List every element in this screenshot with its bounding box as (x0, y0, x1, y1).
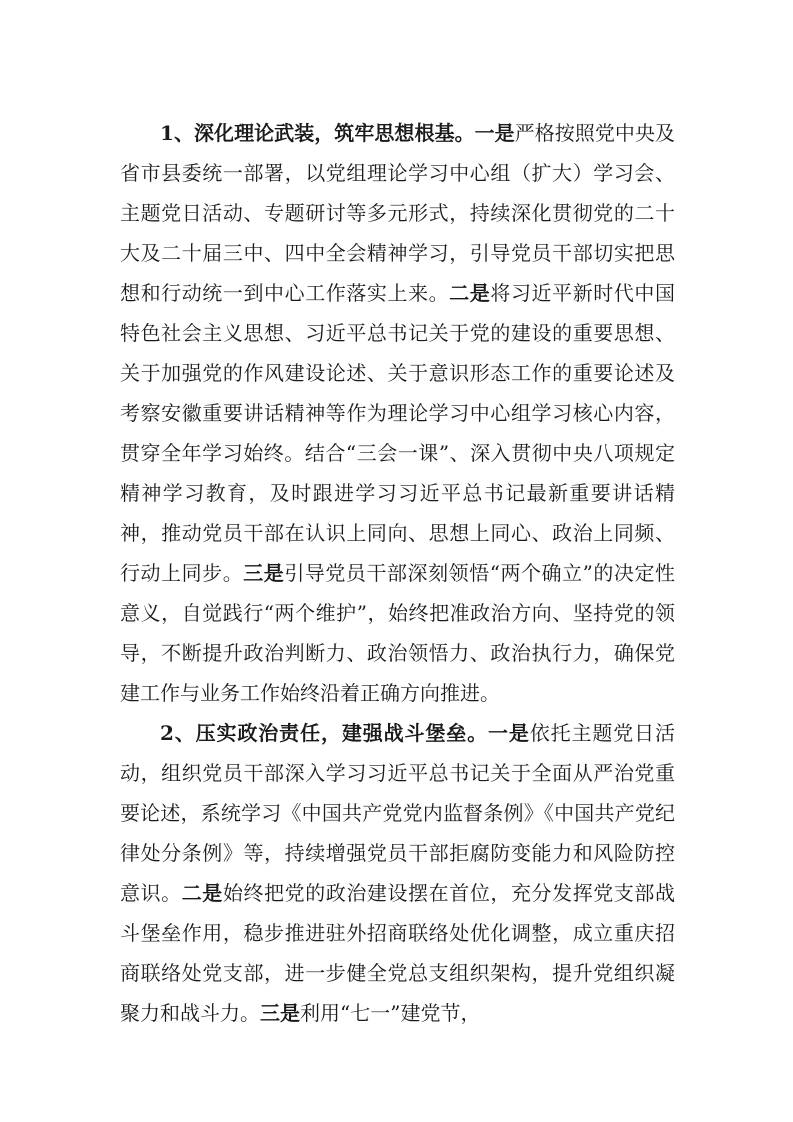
paragraph-1 (120, 113, 675, 713)
point-text: 严格按照党中央及省市县委统一部署，以党组理论学习中心组（扩大）学习会、主题党日活动、专题研讨等多元形式，持续深化贯彻党的二十大及二十届三中、四中全会精神学习，引导党员干部切实把思想和行动统一到中心工作落实上来。 (120, 121, 676, 305)
section-heading-2: 2、压实政治责任，建强战斗堡垒。 (160, 721, 488, 745)
point-text: 引导党员干部深刻领悟“两个确立”的决定性意义，自觉践行“两个维护”，始终把准政治方向、坚持党的领导，不断提升政治判断力、政治领悟力、政治执行力，确保党建工作与业务工作始终沿着正确方向推进。 (120, 561, 675, 705)
point-text: 依托主题党日活动，组织党员干部深入学习习近平总书记关于全面从严治党重要论述，系统学习《中国共产党党内监督条例》《中国共产党纪律处分条例》等，持续增强党员干部拒腐防变能力和风险防控意识。 (120, 721, 676, 905)
point-lead: 二是 (181, 881, 223, 905)
point-text: 始终把党的政治建设摆在首位，充分发挥党支部战斗堡垒作用，稳步推进驻外招商联络处优化调整，成立重庆招商联络处党支部，进一步健全党总支组织架构，提升党组织凝聚力和战斗力。 (120, 881, 676, 1025)
point-lead: 一是 (487, 721, 530, 745)
point-lead: 二是 (449, 281, 491, 305)
point-text: 将习近平新时代中国特色社会主义思想、习近平总书记关于党的建设的重要思想、关于加强党的作风建设论述、关于意识形态工作的重要论述及考察安徽重要讲话精神等作为理论学习中心组学习核心内容，贯穿全年学习始终。结合“三会一课”、深入贯彻中央八项规定精神学习教育，及时跟进学习习近平总书记最新重要讲话精神，推动党员干部在认识上同向、思想上同心、政治上同频、行动上同步。 (120, 281, 676, 585)
point-lead: 一是 (474, 121, 515, 145)
point-lead: 三是 (260, 1001, 300, 1025)
paragraph-2 (120, 713, 675, 1033)
document-body (120, 113, 675, 1033)
section-heading-1: 1、深化理论武装，筑牢思想根基。 (160, 121, 475, 145)
point-lead: 三是 (243, 561, 285, 585)
point-text: 利用“七一”建党节， (300, 1001, 481, 1025)
